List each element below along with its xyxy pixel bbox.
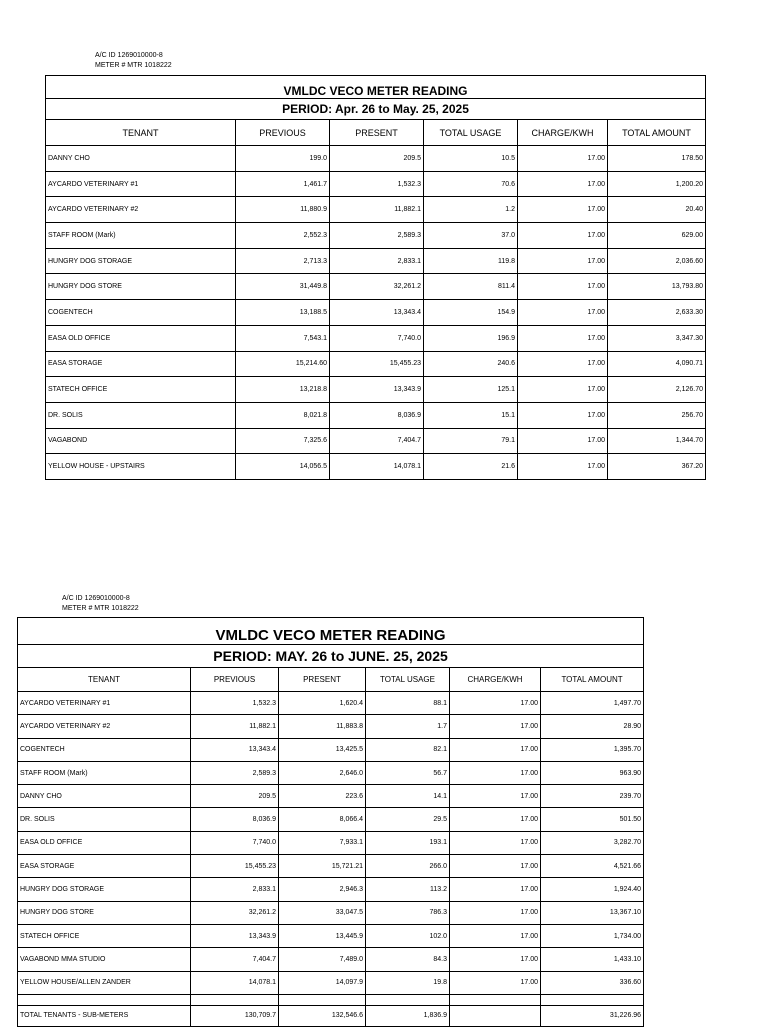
cell-present: 11,883.8 <box>279 715 366 738</box>
cell-total-usage: 82.1 <box>366 738 450 761</box>
table-row <box>18 808 644 831</box>
cell-previous: 1,461.7 <box>236 171 330 197</box>
cell-previous: 13,218.8 <box>236 377 330 403</box>
total-row <box>18 1005 644 1026</box>
cell-present: 7,740.0 <box>330 325 424 351</box>
cell-tenant: STAFF ROOM (Mark) <box>46 223 236 249</box>
cell-total-amount: 501.50 <box>541 808 644 831</box>
cell-charge-kwh: 17.00 <box>450 715 541 738</box>
cell-previous: 1,532.3 <box>191 692 279 715</box>
cell-total-usage: 154.9 <box>424 300 518 326</box>
cell-total-amount: 1,433.10 <box>541 948 644 971</box>
table-row <box>18 878 644 901</box>
cell-tenant: AYCARDO VETERINARY #2 <box>18 715 191 738</box>
table-row <box>46 402 706 428</box>
table-row <box>18 971 644 994</box>
cell-present: 14,078.1 <box>330 454 424 480</box>
cell-total-amount: 1,344.70 <box>608 428 706 454</box>
cell-total-usage: 88.1 <box>366 692 450 715</box>
cell-previous: 13,343.9 <box>191 924 279 947</box>
cell-tenant: DANNY CHO <box>18 785 191 808</box>
cell-charge-kwh: 17.00 <box>518 454 608 480</box>
table-row <box>18 738 644 761</box>
cell-previous: 209.5 <box>191 785 279 808</box>
account-id: A/C ID 1269010000-8 <box>62 595 130 602</box>
cell-tenant: DR. SOLIS <box>18 808 191 831</box>
cell-tenant: STATECH OFFICE <box>18 924 191 947</box>
account-id: A/C ID 1269010000-8 <box>95 52 163 59</box>
cell-present: 14,097.9 <box>279 971 366 994</box>
cell-present: 2,833.1 <box>330 248 424 274</box>
cell-present: 32,261.2 <box>330 274 424 300</box>
cell-total-amount: 31,226.96 <box>541 1005 644 1026</box>
cell-total-usage: 10.5 <box>424 146 518 172</box>
cell-present: 15,455.23 <box>330 351 424 377</box>
cell-charge-kwh: 17.00 <box>518 223 608 249</box>
cell-tenant: HUNGRY DOG STORE <box>18 901 191 924</box>
cell-charge-kwh: 17.00 <box>450 924 541 947</box>
table-row <box>46 248 706 274</box>
cell-charge-kwh: 17.00 <box>450 948 541 971</box>
cell-total-usage: 56.7 <box>366 761 450 784</box>
cell-present: 8,066.4 <box>279 808 366 831</box>
cell-total-amount: 1,395.70 <box>541 738 644 761</box>
cell-total-usage <box>366 994 450 1005</box>
cell-previous: 15,214.60 <box>236 351 330 377</box>
cell-previous: 2,552.3 <box>236 223 330 249</box>
cell-previous: 7,543.1 <box>236 325 330 351</box>
header-tenant: TENANT <box>18 668 191 692</box>
cell-total-amount: 178.50 <box>608 146 706 172</box>
cell-previous: 2,589.3 <box>191 761 279 784</box>
meter-number: METER # MTR 1018222 <box>95 62 172 69</box>
cell-previous: 13,343.4 <box>191 738 279 761</box>
cell-tenant: EASA OLD OFFICE <box>18 831 191 854</box>
cell-tenant: STATECH OFFICE <box>46 377 236 403</box>
table-row <box>18 924 644 947</box>
table-title: VMLDC VECO METER READING <box>18 618 644 645</box>
account-info-2 <box>62 594 139 614</box>
cell-present: 13,445.9 <box>279 924 366 947</box>
cell-present: 1,532.3 <box>330 171 424 197</box>
cell-charge-kwh: 17.00 <box>518 377 608 403</box>
cell-charge-kwh: 17.00 <box>450 692 541 715</box>
header-previous: PREVIOUS <box>191 668 279 692</box>
cell-total-usage: 1,836.9 <box>366 1005 450 1026</box>
account-info-1 <box>95 51 172 71</box>
cell-total-usage: 29.5 <box>366 808 450 831</box>
header-charge-kwh: CHARGE/KWH <box>518 120 608 146</box>
cell-present: 8,036.9 <box>330 402 424 428</box>
table-row <box>46 171 706 197</box>
cell-present: 13,343.4 <box>330 300 424 326</box>
cell-total-amount: 3,347.30 <box>608 325 706 351</box>
cell-total-usage: 240.6 <box>424 351 518 377</box>
cell-previous <box>191 994 279 1005</box>
cell-charge-kwh <box>450 994 541 1005</box>
cell-charge-kwh: 17.00 <box>518 248 608 274</box>
cell-previous: 31,449.8 <box>236 274 330 300</box>
cell-previous: 14,078.1 <box>191 971 279 994</box>
table-row <box>18 901 644 924</box>
cell-present: 15,721.21 <box>279 855 366 878</box>
cell-previous: 2,713.3 <box>236 248 330 274</box>
table-row <box>46 197 706 223</box>
cell-previous: 7,740.0 <box>191 831 279 854</box>
cell-charge-kwh: 17.00 <box>450 878 541 901</box>
header-tenant: TENANT <box>46 120 236 146</box>
cell-charge-kwh: 17.00 <box>518 197 608 223</box>
cell-total-usage: 113.2 <box>366 878 450 901</box>
cell-total-amount: 4,521.66 <box>541 855 644 878</box>
cell-previous: 199.0 <box>236 146 330 172</box>
cell-total-amount: 13,367.10 <box>541 901 644 924</box>
cell-total-amount: 2,126.70 <box>608 377 706 403</box>
cell-total-usage: 1.7 <box>366 715 450 738</box>
header-total-usage: TOTAL USAGE <box>424 120 518 146</box>
table-row <box>46 454 706 480</box>
table-row <box>46 300 706 326</box>
cell-total-amount: 28.90 <box>541 715 644 738</box>
cell-previous: 15,455.23 <box>191 855 279 878</box>
cell-charge-kwh: 17.00 <box>518 300 608 326</box>
cell-total-usage: 119.8 <box>424 248 518 274</box>
cell-previous: 32,261.2 <box>191 901 279 924</box>
cell-tenant: STAFF ROOM (Mark) <box>18 761 191 784</box>
cell-total-usage: 786.3 <box>366 901 450 924</box>
period-label: PERIOD: MAY. 26 to JUNE. 25, 2025 <box>18 645 644 668</box>
table-row <box>18 692 644 715</box>
cell-total-amount: 3,282.70 <box>541 831 644 854</box>
cell-charge-kwh: 17.00 <box>518 274 608 300</box>
cell-previous: 7,325.6 <box>236 428 330 454</box>
cell-total-usage: 811.4 <box>424 274 518 300</box>
cell-previous: 7,404.7 <box>191 948 279 971</box>
cell-previous: 14,056.5 <box>236 454 330 480</box>
cell-total-amount: 2,633.30 <box>608 300 706 326</box>
cell-total-usage: 102.0 <box>366 924 450 947</box>
table-row <box>18 855 644 878</box>
cell-tenant: YELLOW HOUSE/ALLEN ZANDER <box>18 971 191 994</box>
table-row <box>46 274 706 300</box>
cell-total-usage: 70.6 <box>424 171 518 197</box>
cell-tenant: COGENTECH <box>18 738 191 761</box>
cell-charge-kwh: 17.00 <box>450 855 541 878</box>
cell-tenant: AYCARDO VETERINARY #2 <box>46 197 236 223</box>
table-row <box>46 377 706 403</box>
table-row <box>18 785 644 808</box>
cell-total-amount: 336.60 <box>541 971 644 994</box>
header-present: PRESENT <box>279 668 366 692</box>
cell-present: 7,489.0 <box>279 948 366 971</box>
cell-total-usage: 266.0 <box>366 855 450 878</box>
cell-present: 132,546.6 <box>279 1005 366 1026</box>
cell-total-usage: 19.8 <box>366 971 450 994</box>
cell-tenant: DR. SOLIS <box>46 402 236 428</box>
table-row <box>46 223 706 249</box>
table-row <box>46 351 706 377</box>
cell-tenant: HUNGRY DOG STORAGE <box>18 878 191 901</box>
cell-tenant: VAGABOND <box>46 428 236 454</box>
cell-charge-kwh: 17.00 <box>450 831 541 854</box>
cell-charge-kwh: 17.00 <box>518 325 608 351</box>
cell-previous: 8,021.8 <box>236 402 330 428</box>
cell-total-amount: 13,793.80 <box>608 274 706 300</box>
cell-present: 7,933.1 <box>279 831 366 854</box>
cell-present: 13,425.5 <box>279 738 366 761</box>
cell-total-amount: 20.40 <box>608 197 706 223</box>
cell-charge-kwh: 17.00 <box>450 808 541 831</box>
cell-tenant: VAGABOND MMA STUDIO <box>18 948 191 971</box>
cell-total-amount: 963.90 <box>541 761 644 784</box>
cell-previous: 11,880.9 <box>236 197 330 223</box>
cell-total-amount: 2,036.60 <box>608 248 706 274</box>
cell-total-usage: 21.6 <box>424 454 518 480</box>
cell-tenant: AYCARDO VETERINARY #1 <box>46 171 236 197</box>
cell-charge-kwh: 17.00 <box>450 761 541 784</box>
cell-total-amount: 4,090.71 <box>608 351 706 377</box>
table-row <box>46 428 706 454</box>
cell-total-usage: 79.1 <box>424 428 518 454</box>
cell-charge-kwh: 17.00 <box>518 146 608 172</box>
cell-present: 7,404.7 <box>330 428 424 454</box>
cell-tenant: TOTAL TENANTS - SUB-METERS <box>18 1005 191 1026</box>
cell-previous: 130,709.7 <box>191 1005 279 1026</box>
cell-charge-kwh: 17.00 <box>518 402 608 428</box>
cell-total-usage: 125.1 <box>424 377 518 403</box>
table-row <box>18 761 644 784</box>
cell-total-amount <box>541 994 644 1005</box>
cell-charge-kwh <box>450 1005 541 1026</box>
cell-tenant: EASA STORAGE <box>18 855 191 878</box>
cell-tenant: DANNY CHO <box>46 146 236 172</box>
header-total-amount: TOTAL AMOUNT <box>541 668 644 692</box>
cell-total-usage: 84.3 <box>366 948 450 971</box>
cell-total-usage: 196.9 <box>424 325 518 351</box>
header-charge-kwh: CHARGE/KWH <box>450 668 541 692</box>
cell-present: 13,343.9 <box>330 377 424 403</box>
cell-present: 1,620.4 <box>279 692 366 715</box>
cell-previous: 8,036.9 <box>191 808 279 831</box>
cell-total-usage: 193.1 <box>366 831 450 854</box>
cell-total-amount: 1,200.20 <box>608 171 706 197</box>
cell-present: 223.6 <box>279 785 366 808</box>
meter-reading-table-1 <box>45 75 706 480</box>
cell-present: 2,646.0 <box>279 761 366 784</box>
cell-total-amount: 1,924.40 <box>541 878 644 901</box>
table-row <box>18 948 644 971</box>
cell-charge-kwh: 17.00 <box>450 901 541 924</box>
cell-charge-kwh: 17.00 <box>518 351 608 377</box>
cell-tenant: YELLOW HOUSE - UPSTAIRS <box>46 454 236 480</box>
cell-charge-kwh: 17.00 <box>518 171 608 197</box>
cell-total-usage: 1.2 <box>424 197 518 223</box>
cell-charge-kwh: 17.00 <box>450 738 541 761</box>
cell-tenant: COGENTECH <box>46 300 236 326</box>
cell-total-amount: 239.70 <box>541 785 644 808</box>
header-total-amount: TOTAL AMOUNT <box>608 120 706 146</box>
cell-total-amount: 367.20 <box>608 454 706 480</box>
table-row <box>46 146 706 172</box>
blank-row <box>18 994 644 1005</box>
header-present: PRESENT <box>330 120 424 146</box>
cell-present: 2,589.3 <box>330 223 424 249</box>
cell-previous: 2,833.1 <box>191 878 279 901</box>
header-previous: PREVIOUS <box>236 120 330 146</box>
cell-present: 209.5 <box>330 146 424 172</box>
cell-tenant: AYCARDO VETERINARY #1 <box>18 692 191 715</box>
cell-tenant: HUNGRY DOG STORE <box>46 274 236 300</box>
table-title: VMLDC VECO METER READING <box>46 76 706 99</box>
cell-present: 33,047.5 <box>279 901 366 924</box>
cell-charge-kwh: 17.00 <box>450 785 541 808</box>
cell-tenant: EASA OLD OFFICE <box>46 325 236 351</box>
cell-total-usage: 37.0 <box>424 223 518 249</box>
cell-total-amount: 629.00 <box>608 223 706 249</box>
cell-total-usage: 15.1 <box>424 402 518 428</box>
table-row <box>18 831 644 854</box>
cell-present <box>279 994 366 1005</box>
cell-total-amount: 256.70 <box>608 402 706 428</box>
cell-total-amount: 1,734.00 <box>541 924 644 947</box>
meter-reading-table-2 <box>17 617 644 1027</box>
cell-previous: 11,882.1 <box>191 715 279 738</box>
meter-number: METER # MTR 1018222 <box>62 605 139 612</box>
cell-present: 2,946.3 <box>279 878 366 901</box>
cell-tenant: EASA STORAGE <box>46 351 236 377</box>
period-label: PERIOD: Apr. 26 to May. 25, 2025 <box>46 99 706 120</box>
cell-present: 11,882.1 <box>330 197 424 223</box>
cell-previous: 13,188.5 <box>236 300 330 326</box>
cell-tenant <box>18 994 191 1005</box>
cell-tenant: HUNGRY DOG STORAGE <box>46 248 236 274</box>
header-total-usage: TOTAL USAGE <box>366 668 450 692</box>
table-row <box>18 715 644 738</box>
cell-charge-kwh: 17.00 <box>450 971 541 994</box>
cell-total-usage: 14.1 <box>366 785 450 808</box>
cell-total-amount: 1,497.70 <box>541 692 644 715</box>
table-row <box>46 325 706 351</box>
cell-charge-kwh: 17.00 <box>518 428 608 454</box>
